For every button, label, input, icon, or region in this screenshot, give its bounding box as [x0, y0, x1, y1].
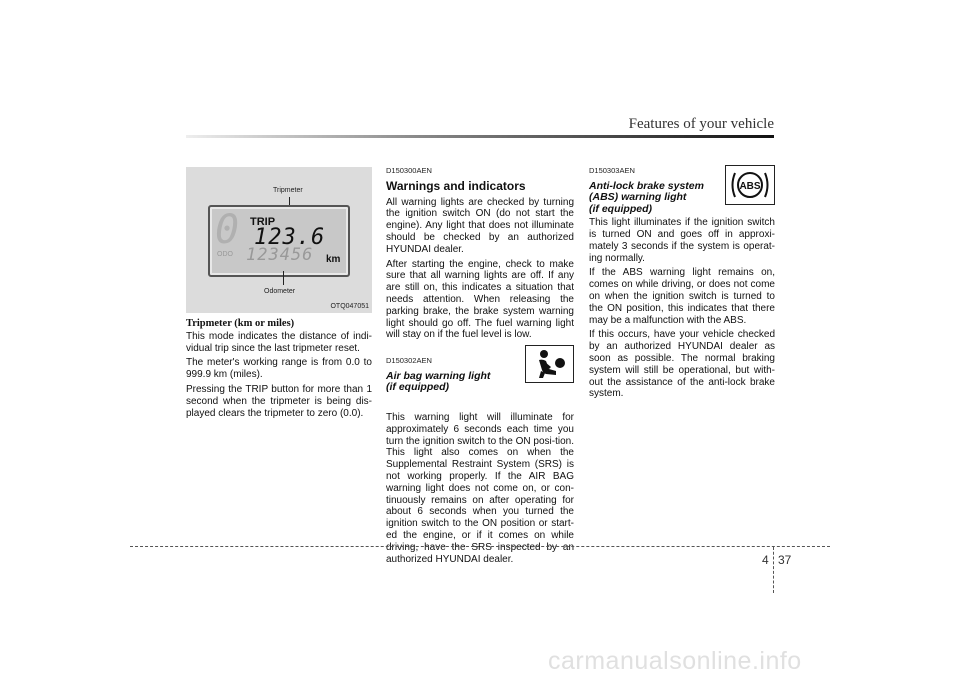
- section-code-warnings: D150300AEN: [386, 166, 432, 175]
- abs-subheading-line-3: (if equipped): [589, 202, 652, 215]
- page-chapter-number: 4: [762, 553, 769, 567]
- abs-paragraph-3: If this occurs, have your vehicle checked by an authorized HYUNDAI dealer as soon as possible. The normal braking system will still be operational, but with-out the assistance of the anti-lock brake system.: [589, 329, 775, 400]
- warnings-paragraph-1: All warning lights are checked by turning the ignition switch ON (do not start the engine). Any light that does not illuminate should be checked by an authorized HYUNDAI dealer.: [386, 196, 574, 255]
- airbag-subheading-line-1: Air bag warning light: [386, 369, 491, 382]
- tripmeter-paragraph-3: Pressing the TRIP button for more than 1 second when the tripmeter is being dis-played clears the tripmeter to zero (0.0).: [186, 383, 372, 419]
- airbag-subheading-line-2: (if equipped): [386, 381, 449, 394]
- lcd-unit: km: [326, 254, 341, 265]
- airbag-warning-icon: [525, 345, 574, 383]
- lcd-big-digit: 0: [215, 207, 240, 253]
- page-number: 37: [778, 553, 792, 567]
- warnings-heading: Warnings and indicators: [386, 178, 526, 193]
- callout-odometer-line: [283, 271, 284, 285]
- tripmeter-figure: [186, 167, 372, 313]
- airbag-paragraph: This warning light will illuminate for approximately 6 seconds each time you turn the ignition switch to the ON posi-tion. This light also comes on when the Supplemental Restraint System (SRS) is not working properly. If the AIR BAG warning light does not come on, or con-tinuously remains on after operating for about 6 seconds when you turned the ignition switch to the ON position or start-ed the engine, or if it comes on while driving, have the SRS inspected by an authorized HYUNDAI dealer.: [386, 411, 574, 565]
- column-tripmeter: [186, 318, 372, 422]
- watermark: carmanualsonline.info: [548, 647, 802, 675]
- tripmeter-heading: Tripmeter (km or miles): [186, 318, 295, 329]
- abs-paragraph-2: If the ABS warning light remains on, comes on while driving, or does not come on when the ignition switch is turned to the ON position, this indicates that there may be a malfunction with the ABS.: [589, 267, 775, 326]
- page-header-title: Features of your vehicle: [628, 116, 774, 132]
- abs-subheading-line-1: Anti-lock brake system: [589, 179, 704, 192]
- callout-tripmeter-label: Tripmeter: [273, 187, 303, 194]
- lcd-odo-label: ODO: [217, 251, 233, 258]
- section-code-airbag: D150302AEN: [386, 356, 432, 366]
- lcd-odo-value: 123456: [246, 245, 314, 265]
- lcd-trip-value: 123.6: [254, 225, 326, 250]
- lcd-trip-label: TRIP: [250, 216, 276, 228]
- abs-warning-icon: [725, 165, 775, 205]
- tripmeter-paragraph-2: The meter's working range is from 0.0 to 999.9 km (miles).: [186, 357, 372, 381]
- callout-odometer-label: Odometer: [264, 288, 296, 295]
- abs-icon-text: ABS: [739, 181, 761, 192]
- abs-paragraph-1: This light illuminates if the ignition switch is turned ON and goes off in approxi-mately 3 seconds if the system is operat-ing normally.: [589, 217, 775, 264]
- header-rule: [186, 135, 774, 138]
- warnings-paragraph-2: After starting the engine, check to make sure that all warning lights are off. If any are still on, this indicates a situation that needs attention. When releasing the parking brake, the brake system warning light should go off. The fuel warning light will stay on if the fuel level is low.: [386, 258, 574, 341]
- footer-vertical-rule: [773, 547, 774, 593]
- tripmeter-paragraph-1: This mode indicates the distance of indi-vidual trip since the last tripmeter reset.: [186, 330, 372, 354]
- figure-code: OTQ047051: [330, 303, 369, 310]
- footer-rule: [130, 546, 830, 547]
- lcd-display: [208, 205, 350, 277]
- section-code-abs: D150303AEN: [589, 166, 635, 175]
- abs-subheading-line-2: (ABS) warning light: [589, 191, 687, 204]
